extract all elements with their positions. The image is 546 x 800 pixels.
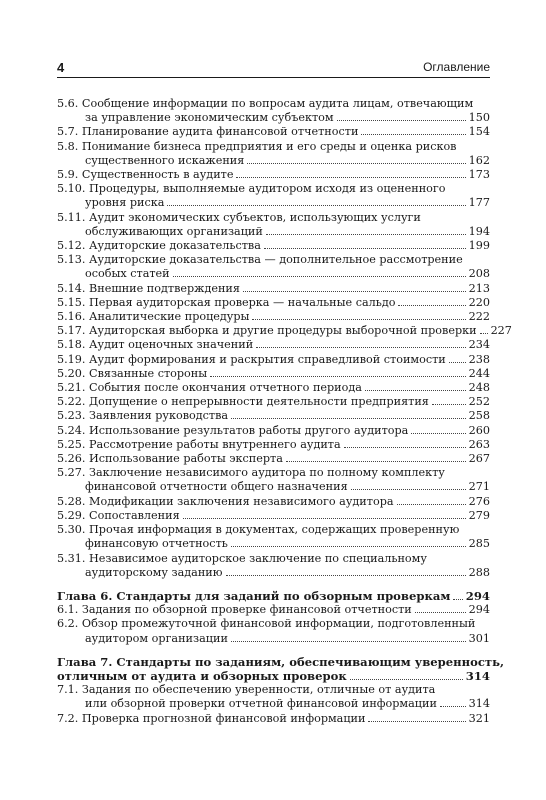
toc-entry-title: 5.12. Аудиторские доказательства [57,239,261,253]
toc-page-number: 260 [468,423,490,437]
toc-line [57,452,490,466]
dot-leader [210,376,465,377]
toc-page-number: 248 [468,381,490,395]
toc-entry[interactable] [57,509,490,523]
toc-page-number: 321 [468,711,490,725]
dot-leader [236,177,465,178]
toc-line [57,697,490,711]
toc-entry-title: 5.20. Связанные стороны [57,366,208,380]
toc-entry-title: 5.28. Модификации заключения независимого аудитора [57,494,394,508]
dot-leader [398,305,465,306]
toc-page-number: 252 [468,395,490,409]
toc-line [57,683,490,697]
toc-line [57,552,490,566]
toc-line [57,424,490,438]
toc-entry-title: 6.1. Задания по обзорной проверке финансовой отчетности [57,603,412,617]
toc-page-number: 301 [468,631,490,645]
section-title: Оглавление [423,60,490,74]
dot-leader [252,319,465,320]
toc-entry[interactable] [57,324,512,338]
toc-page-number: 288 [468,565,490,579]
toc-entry-title: 5.16. Аналитические процедуры [57,310,250,324]
toc-entry[interactable] [57,140,490,168]
toc-entry[interactable] [57,239,490,253]
toc-line [57,367,490,381]
dot-leader [231,641,466,642]
header-rule [57,77,490,78]
toc-page-number: 279 [468,508,490,522]
toc-entry-title: 5.31. Независимое аудиторское заключение по специальному [57,551,427,565]
toc-line [57,111,490,125]
toc-entry-title: 5.18. Аудит оценочных значений [57,338,254,352]
toc-page-number: 271 [468,480,490,494]
table-of-contents [57,97,512,726]
dot-leader [432,404,466,405]
toc-page-number: 194 [468,224,490,238]
toc-page-number: 244 [468,366,490,380]
toc-line [57,310,490,324]
dot-leader [411,433,465,434]
dot-leader [256,347,465,348]
toc-entry[interactable] [57,310,490,324]
toc-page-number: 222 [468,310,490,324]
toc-entry-title: 5.25. Рассмотрение работы внутреннего аудита [57,437,341,451]
toc-page-number: 154 [468,125,490,139]
toc-entry[interactable] [57,282,490,296]
toc-entry-title: 5.21. События после окончания отчетного периода [57,381,362,395]
toc-entry[interactable] [57,97,490,125]
toc-entry[interactable] [57,466,490,494]
toc-entry-title: или обзорной проверки отчетной финансовой информации [85,697,437,711]
toc-page-number: 294 [468,603,490,617]
toc-entry[interactable] [57,253,490,281]
toc-entry[interactable] [57,338,490,352]
dot-leader [440,706,466,707]
toc-entry[interactable] [57,409,490,423]
toc-page-number: 213 [468,281,490,295]
toc-entry-title: 5.11. Аудит экономических субъектов, использующих услуги [57,210,421,224]
toc-entry[interactable] [57,452,490,466]
dot-leader [167,205,465,206]
toc-line [57,97,490,111]
toc-entry[interactable] [57,353,490,367]
toc-entry-title: 5.6. Сообщение информации по вопросам аудита лицам, отвечающим [57,97,474,110]
toc-line [57,632,490,646]
toc-page-number: 227 [490,324,512,338]
dot-leader [226,575,466,576]
toc-entry[interactable] [57,438,490,452]
dot-leader [480,333,488,334]
toc-line [57,603,490,617]
toc-entry-title: Глава 7. Стандарты по заданиям, обеспечивающим уверенность, [57,654,504,669]
dot-leader [350,679,463,680]
toc-entry-title: 5.15. Первая аудиторская проверка — начальные сальдо [57,295,396,309]
toc-page-number: 173 [468,168,490,182]
toc-entry[interactable] [57,168,490,182]
toc-entry-title: 5.13. Аудиторские доказательства — дополнительное рассмотрение [57,253,463,267]
dot-leader [264,248,466,249]
dot-leader [247,163,465,164]
dot-leader [344,447,466,448]
toc-page-number: 276 [468,494,490,508]
dot-leader [337,120,466,121]
toc-page-number: 220 [468,295,490,309]
toc-entry[interactable] [57,381,490,395]
toc-line [57,125,490,139]
dot-leader [231,546,466,547]
toc-line [57,324,512,338]
toc-entry-title: обслуживающих организаций [85,224,263,238]
dot-leader [266,234,466,235]
toc-line [57,353,490,367]
toc-line [57,409,490,423]
toc-line [57,395,490,409]
toc-page-number: 267 [468,452,490,466]
toc-page-number: 314 [468,697,490,711]
toc-line [57,438,490,452]
dot-leader [365,390,466,391]
dot-leader [415,612,466,613]
dot-leader [449,362,466,363]
toc-entry-title: 5.26. Использование работы эксперта [57,452,283,466]
toc-entry-title: 5.7. Планирование аудита финансовой отчетности [57,125,359,139]
dot-leader [361,134,465,135]
toc-entry-title: отличным от аудита и обзорных проверок [57,668,347,683]
toc-entry[interactable] [57,211,490,239]
toc-line [57,239,490,253]
dot-leader [397,504,466,505]
toc-line [57,140,490,154]
toc-entry-title: 5.23. Заявления руководства [57,409,229,423]
toc-page-number: 294 [465,588,490,603]
dot-leader [286,461,466,462]
toc-entry[interactable] [57,125,490,139]
toc-entry[interactable] [57,712,490,726]
toc-line [57,669,490,683]
toc-line [57,338,490,352]
toc-line [57,495,490,509]
toc-chapter-entry[interactable] [57,654,504,683]
toc-line [57,211,490,225]
toc-entry-title: 5.29. Сопоставления [57,508,180,522]
toc-line [57,523,490,537]
toc-entry-title: 7.1. Задания по обеспечению уверенности, отличные от аудита [57,683,436,697]
toc-page-number: 208 [468,267,490,281]
toc-page-number: 258 [468,409,490,423]
page-number: 4 [57,60,65,75]
toc-entry-title: аудиторскому заданию [85,565,223,579]
toc-entry-title: Глава 6. Стандарты для заданий по обзорным проверкам [57,588,451,603]
toc-page-number: 150 [468,111,490,125]
toc-entry-title: 5.19. Аудит формирования и раскрытия справедливой стоимости [57,352,446,366]
toc-line [57,267,490,281]
toc-entry[interactable] [57,603,490,617]
toc-entry-title: 5.10. Процедуры, выполняемые аудитором исходя из оцененного [57,182,446,196]
toc-line [57,654,504,669]
dot-leader [243,291,466,292]
toc-line [57,712,490,726]
toc-page-number: 285 [468,537,490,551]
toc-line [57,253,490,267]
toc-entry-title: 5.9. Существенность в аудите [57,168,234,182]
toc-page-number: 314 [465,668,490,683]
toc-line [57,381,490,395]
toc-page-number: 162 [468,153,490,167]
running-header [57,60,490,76]
toc-line [57,154,490,168]
toc-line [57,296,490,310]
toc-line [57,480,490,494]
toc-page-number: 238 [468,352,490,366]
toc-entry-title: 5.17. Аудиторская выборка и другие процедуры выборочной проверки [57,324,477,338]
dot-leader [231,418,466,419]
dot-leader [173,276,466,277]
toc-entry-title: существенного искажения [85,153,245,167]
toc-entry-title: финансовой отчетности общего назначения [85,480,348,494]
toc-entry-title: финансовую отчетность [85,537,228,551]
toc-line [57,617,490,631]
toc-page-number: 234 [468,338,490,352]
dot-leader [351,489,466,490]
toc-entry-title: особых статей [85,267,170,281]
toc-entry-title: 7.2. Проверка прогнозной финансовой информации [57,711,366,725]
toc-line [57,509,490,523]
toc-entry-title: 5.22. Допущение о непрерывности деятельности предприятия [57,395,429,409]
toc-entry-title: 5.30. Прочая информация в документах, содержащих проверенную [57,523,460,537]
toc-entry[interactable] [57,552,490,580]
toc-entry[interactable] [57,395,490,409]
toc-entry[interactable] [57,367,490,381]
toc-line [57,566,490,580]
toc-entry[interactable] [57,495,490,509]
toc-page-number: 177 [468,196,490,210]
toc-entry-title: 5.14. Внешние подтверждения [57,281,240,295]
toc-line [57,589,490,603]
toc-line [57,537,490,551]
toc-page-number: 199 [468,239,490,253]
dot-leader [453,599,462,600]
toc-entry[interactable] [57,617,490,645]
toc-entry[interactable] [57,296,490,310]
toc-line [57,168,490,182]
dot-leader [368,721,465,722]
toc-line [57,225,490,239]
toc-entry-title: 5.24. Использование результатов работы другого аудитора [57,423,409,437]
toc-chapter-entry[interactable] [57,589,490,603]
toc-entry[interactable] [57,523,490,551]
dot-leader [183,518,466,519]
toc-entry-title: за управление экономическим субъектом [85,111,334,125]
toc-entry-title: уровня риска [85,196,165,210]
toc-line [57,182,490,196]
toc-entry-title: 5.27. Заключение независимого аудитора по полному комплекту [57,466,445,480]
toc-line [57,196,490,210]
toc-line [57,282,490,296]
toc-entry[interactable] [57,182,490,210]
toc-line [57,466,490,480]
toc-entry-title: 6.2. Обзор промежуточной финансовой информации, подготовленный [57,617,476,631]
toc-entry-title: 5.8. Понимание бизнеса предприятия и его среды и оценка рисков [57,139,457,153]
toc-entry-title: аудитором организации [85,631,228,645]
toc-entry[interactable] [57,683,490,711]
toc-page-number: 263 [468,437,490,451]
toc-entry[interactable] [57,424,490,438]
